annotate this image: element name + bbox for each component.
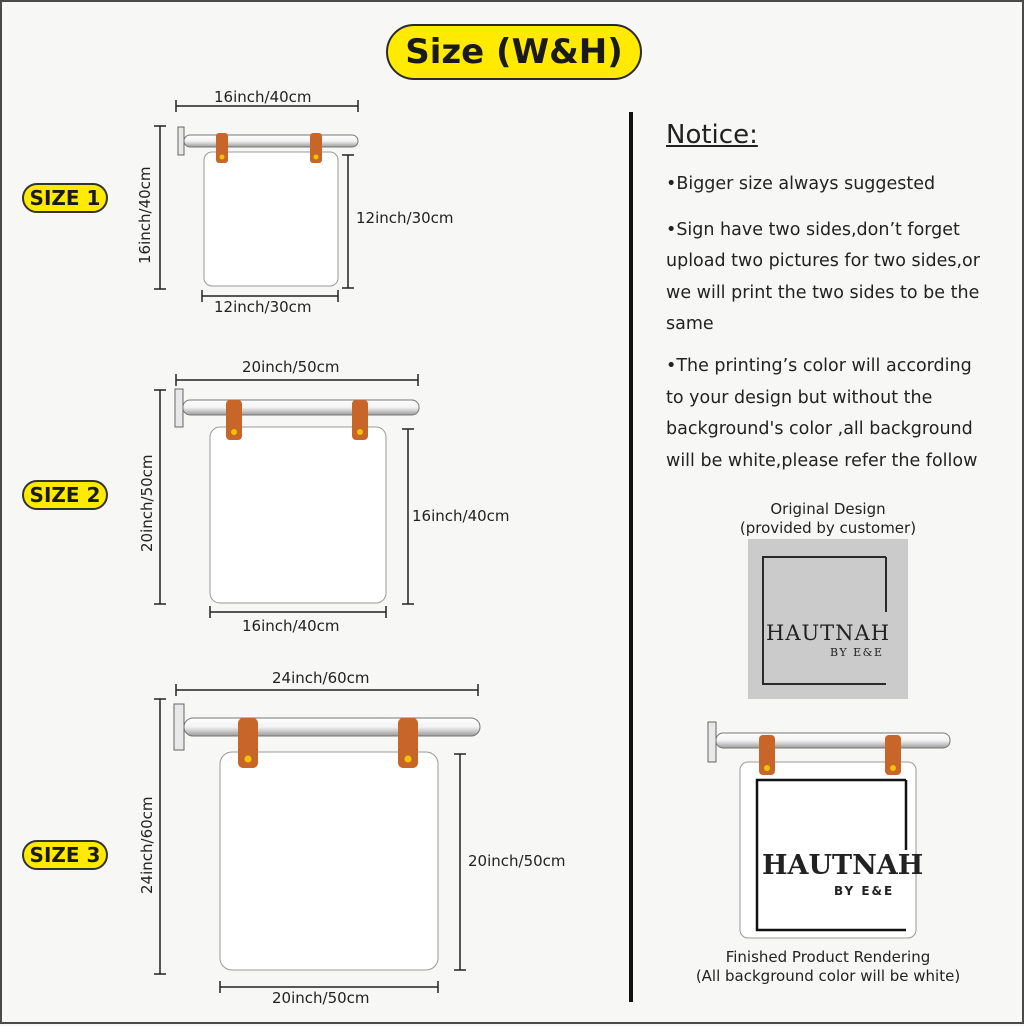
- original-caption: Original Design: [770, 500, 886, 518]
- notice-line: •The printing’s color will according: [666, 356, 972, 376]
- column-divider: [629, 112, 633, 1002]
- notice-title: Notice:: [666, 120, 758, 150]
- notice-line: we will print the two sides to be the: [666, 283, 980, 303]
- notice-line: will be white,please refer the follow: [666, 451, 978, 471]
- notice-line: same: [666, 314, 714, 334]
- page-title: Size (W&H): [386, 24, 642, 80]
- notice-line: to your design but without the: [666, 388, 933, 408]
- notice-line: background's color ,all background: [666, 419, 973, 439]
- finished-diagram: [708, 722, 950, 938]
- size1-sign-height: 12inch/30cm: [356, 209, 454, 227]
- size3-sign-width: 20inch/50cm: [272, 989, 370, 1007]
- size3-label: SIZE 3: [22, 840, 108, 870]
- size2-sign-width: 16inch/40cm: [242, 617, 340, 635]
- size1-rod-width: 16inch/40cm: [214, 88, 312, 106]
- size3-sign-height: 20inch/50cm: [468, 852, 566, 870]
- original-caption-sub: (provided by customer): [739, 519, 917, 537]
- size3-total-height: 24inch/60cm: [138, 796, 156, 894]
- finished-caption: Finished Product Rendering: [725, 948, 931, 966]
- notice-line: •Sign have two sides,don’t forget: [666, 220, 960, 240]
- finished-caption-sub: (All background color will be white): [695, 967, 961, 985]
- size2-label: SIZE 2: [22, 480, 108, 510]
- original-frame: [748, 539, 908, 699]
- size3-rod-width: 24inch/60cm: [272, 669, 370, 687]
- original-logo: HAUTNAH: [766, 621, 891, 645]
- finished-logo-sub: BY E&E: [834, 884, 895, 898]
- finished-logo: HAUTNAH: [762, 850, 924, 881]
- original-logo-sub: BY E&E: [830, 646, 884, 659]
- size2-total-height: 20inch/50cm: [138, 454, 156, 552]
- size1-label: SIZE 1: [22, 183, 108, 213]
- size2-diagram: [154, 374, 419, 618]
- size2-rod-width: 20inch/50cm: [242, 358, 340, 376]
- notice-line: •Bigger size always suggested: [666, 174, 936, 194]
- notice-line: upload two pictures for two sides,or: [666, 251, 980, 271]
- size1-diagram: [154, 100, 358, 302]
- size1-sign-width: 12inch/30cm: [214, 298, 312, 316]
- size3-diagram: [154, 684, 480, 993]
- size2-sign-height: 16inch/40cm: [412, 507, 510, 525]
- size1-total-height: 16inch/40cm: [136, 166, 154, 264]
